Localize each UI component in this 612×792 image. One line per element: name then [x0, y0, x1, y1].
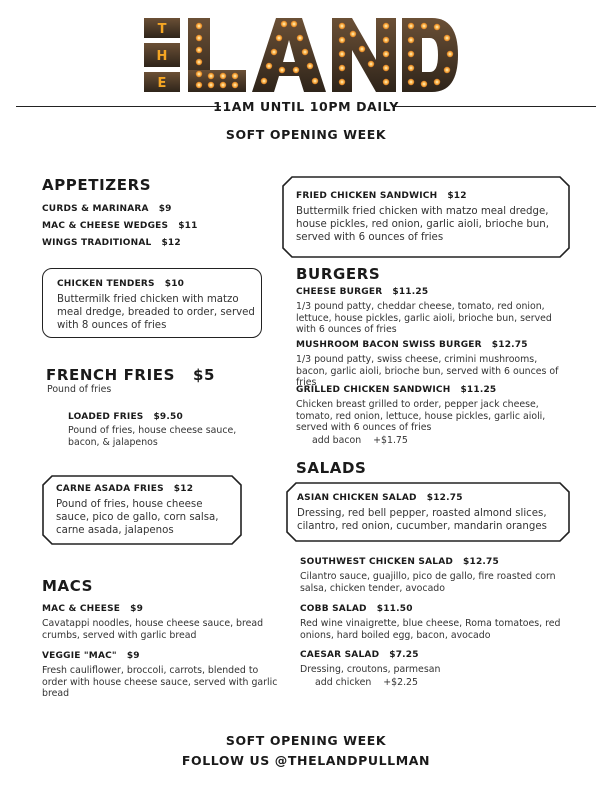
item-name: VEGGIE "MAC" [42, 651, 117, 661]
fried-chicken-desc: Buttermilk fried chicken with matzo meal dredge, house pickles, red onion, garlic aioli, brioche bun, served with 6 ounces of fries [296, 206, 550, 243]
item-name: ASIAN CHICKEN SALAD [297, 493, 417, 503]
burger-item [296, 385, 496, 395]
loaded-fries-desc: Pound of fries, house cheese sauce, bacon, & jalapenos [68, 425, 237, 448]
svg-text:H: H [156, 49, 168, 64]
salad-item [300, 604, 413, 614]
salad-item [300, 557, 499, 567]
asian-salad-desc: Dressing, red bell pepper, roasted almond slices, cilantro, red onion, cucumber, mandarin oranges [297, 508, 547, 532]
addon-price: +$1.75 [373, 435, 408, 446]
fried-chicken-box [282, 176, 570, 258]
item-price: $9 [130, 604, 144, 614]
macs-heading: MACS [42, 577, 94, 595]
item-name: CHEESE BURGER [296, 287, 383, 297]
add-chicken-line [315, 677, 418, 689]
item-price: $12 [447, 191, 467, 201]
item-name: MAC & CHEESE [42, 604, 121, 614]
salad-desc: Dressing, croutons, parmesan [300, 664, 441, 675]
item-price: $7.25 [389, 650, 419, 660]
fried-chicken-title [296, 191, 467, 201]
item-price: $12 [173, 484, 194, 494]
mac-item [42, 604, 143, 614]
addon-label: add bacon [312, 435, 362, 446]
burger-desc: Chicken breast grilled to order, pepper jack cheese, tomato, red onion, lettuce, house pickles, garlic aioli, served with 6 ounces of fries [296, 399, 546, 434]
carne-title [56, 484, 193, 494]
carne-desc: Pound of fries, house cheese sauce, pico de gallo, corn salsa, carne asada, jalapenos [56, 499, 219, 536]
item-price: $11 [178, 221, 198, 231]
the-land-logo [140, 14, 462, 96]
item-price: $11.25 [392, 287, 429, 297]
item-price: $9 [126, 651, 140, 661]
appetizers-heading: APPETIZERS [42, 176, 152, 194]
footer-follow-us: FOLLOW US @THELANDPULLMAN [181, 753, 431, 768]
appetizer-item [42, 221, 198, 231]
item-name: FRIED CHICKEN SANDWICH [296, 191, 438, 201]
item-price: $9 [158, 204, 172, 214]
mac-desc: Fresh cauliflower, broccoli, carrots, blended to order with house cheese sauce, served with garlic bread [42, 665, 278, 700]
add-bacon-line [312, 435, 408, 447]
item-name: CURDS & MARINARA [42, 204, 149, 214]
asian-salad-box [286, 482, 570, 542]
svg-text:T: T [157, 22, 167, 37]
item-name: CHICKEN TENDERS [57, 279, 155, 289]
salad-item [300, 650, 419, 660]
carne-asada-box [42, 475, 242, 545]
salad-desc: Cilantro sauce, guajillo, pico de gallo, fire roasted corn salsa, chicken tender, avocado [300, 571, 556, 594]
burger-desc: 1/3 pound patty, swiss cheese, crimini mushrooms, bacon, garlic aioli, brioche bun, served with 6 ounces of fries [296, 354, 559, 389]
salad-desc: Red wine vinaigrette, blue cheese, Roma tomatoes, red onions, hard boiled egg, bacon, avocado [300, 618, 561, 641]
mac-item [42, 651, 140, 661]
addon-price: +$2.25 [383, 677, 418, 688]
loaded-fries-title [68, 412, 183, 422]
fries-subtitle: Pound of fries [47, 384, 112, 395]
item-price: $12.75 [491, 340, 528, 350]
asian-salad-title [297, 493, 463, 503]
chicken-tenders-box [42, 268, 262, 338]
burger-desc: 1/3 pound patty, cheddar cheese, tomato, red onion, lettuce, house pickles, garlic aioli, brioche bun, served with 6 ounces of fries [296, 301, 552, 336]
salads-heading: SALADS [296, 459, 367, 477]
item-name: COBB SALAD [300, 604, 367, 614]
item-name: MAC & CHEESE WEDGES [42, 221, 169, 231]
section-title: FRENCH FRIES [46, 366, 176, 384]
item-price: $12 [161, 238, 181, 248]
footer-soft-opening: SOFT OPENING WEEK [225, 733, 387, 748]
item-price: $9.50 [153, 412, 183, 422]
item-price: $10 [164, 279, 185, 289]
french-fries-heading [46, 366, 215, 384]
appetizer-item [42, 238, 181, 248]
tenders-desc: Buttermilk fried chicken with matzo meal dredge, breaded to order, served with 8 ounces of fries [57, 294, 255, 331]
soft-opening-line: SOFT OPENING WEEK [225, 127, 387, 142]
hours-line: 11AM UNTIL 10PM DAILY [213, 99, 399, 114]
item-price: $11.25 [460, 385, 497, 395]
item-price: $11.50 [376, 604, 413, 614]
burger-item [296, 287, 428, 297]
appetizer-item [42, 204, 172, 214]
item-price: $12.75 [463, 557, 499, 567]
section-price: $5 [193, 366, 216, 384]
item-name: CAESAR SALAD [300, 650, 380, 660]
item-name: LOADED FRIES [68, 412, 144, 422]
svg-text:E: E [157, 76, 167, 91]
item-name: CARNE ASADA FRIES [56, 484, 164, 494]
item-price: $12.75 [426, 493, 463, 503]
item-name: SOUTHWEST CHICKEN SALAD [300, 557, 454, 567]
mac-desc: Cavatappi noodles, house cheese sauce, bread crumbs, served with garlic bread [42, 618, 264, 641]
addon-label: add chicken [315, 677, 372, 688]
burgers-heading: BURGERS [296, 265, 381, 283]
item-name: WINGS TRADITIONAL [42, 238, 152, 248]
item-name: GRILLED CHICKEN SANDWICH [296, 385, 451, 395]
item-name: MUSHROOM BACON SWISS BURGER [296, 340, 482, 350]
tenders-title [57, 279, 184, 289]
burger-item [296, 340, 528, 350]
